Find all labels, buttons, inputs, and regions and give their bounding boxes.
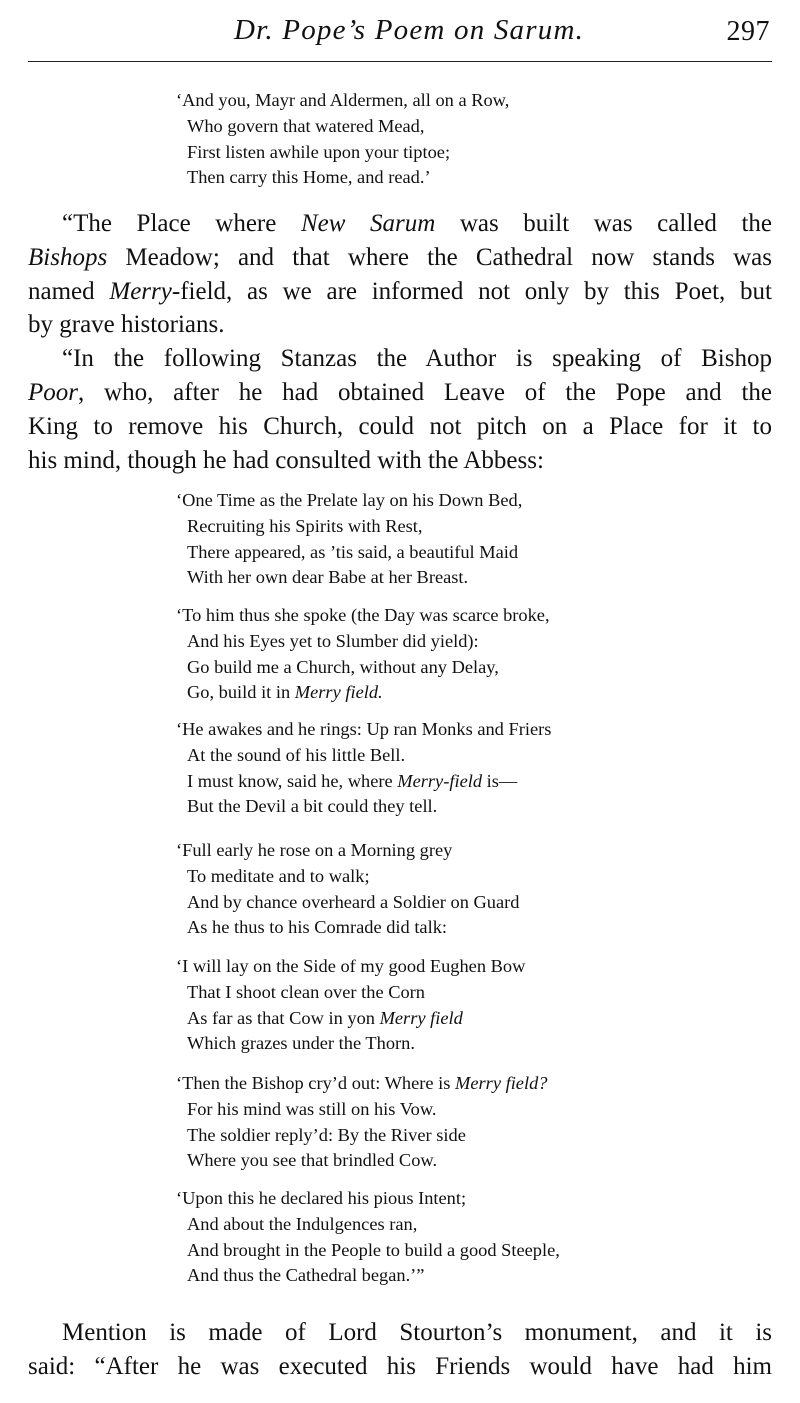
verse-line: Go, build it in Merry field. [187,682,383,703]
verse-line: The soldier reply’d: By the River side [187,1124,466,1145]
running-header [28,14,770,54]
running-title: Dr. Pope’s Poem on Sarum. [233,14,585,46]
verse-line: ‘Full early he rose on a Morning grey [176,840,453,860]
verse-line: With her own dear Babe at her Breast. [187,567,469,588]
verse-line: ‘And you, Mayr and Aldermen, all on a Row, [176,90,510,110]
verse-line: I must know, said he, where Merry-field is— [187,770,518,791]
prose-body [28,207,772,477]
verse-line: Where you see that brindled Cow. [187,1150,438,1171]
stanza [176,1186,560,1289]
verse-line: Who govern that watered Mead, [187,115,425,136]
verse-line: And about the Indulgences ran, [187,1213,418,1234]
verse-line: ‘I will lay on the Side of my good Eughen Bow [176,956,526,976]
closing-paragraph [28,1316,772,1384]
verse-line: That I shoot clean over the Corn [187,981,425,1002]
verse-line: And thus the Cathedral began.’” [187,1265,425,1286]
intro-stanza [176,88,509,191]
paragraph-new-sarum [28,207,772,342]
prose-line: his mind, though he had consulted with the Abbess: [28,446,544,474]
prose-line: King to remove his Church, could not pitch on a Place for it to [28,412,772,440]
stanza [176,603,550,706]
prose-line: Poor, who, after he had obtained Leave of the Pope and the [28,378,772,406]
verse-line: At the sound of his little Bell. [187,744,406,765]
stanza [176,954,525,1057]
stanza [176,717,551,820]
verse-line: As far as that Cow in yon Merry field [187,1007,463,1028]
verse-line: To meditate and to walk; [187,865,370,886]
prose-line: “In the following Stanzas the Author is speaking of Bishop [62,345,772,373]
verse-line: Which grazes under the Thorn. [187,1033,415,1054]
stanza [176,1071,547,1174]
verse-line: Then carry this Home, and read.’ [187,167,431,188]
prose-line: by grave historians. [28,311,225,339]
verse-line: ‘He awakes and he rings: Up ran Monks and Friers [176,719,552,739]
prose-line: Bishops Meadow; and that where the Cathedral now stands was [28,243,772,271]
verse-line: There appeared, as ’tis said, a beautiful Maid [187,541,519,562]
verse-line: ‘Then the Bishop cry’d out: Where is Merry field? [176,1073,548,1093]
verse-line: And brought in the People to build a good Steeple, [187,1239,560,1260]
verse-line: ‘To him thus she spoke (the Day was scarce broke, [176,605,550,625]
verse-line: And by chance overheard a Soldier on Guard [187,891,520,912]
verse-line: First listen awhile upon your tiptoe; [187,141,451,162]
verse-line: And his Eyes yet to Slumber did yield): [187,630,479,651]
verse-line: For his mind was still on his Vow. [187,1098,437,1119]
paragraph-bishop-poor [28,342,772,477]
verse-line: ‘One Time as the Prelate lay on his Down Bed, [176,490,523,510]
stanza [176,488,522,591]
header-rule [28,61,772,62]
verse-line: Recruiting his Spirits with Rest, [187,515,423,536]
verse-line: As he thus to his Comrade did talk: [187,917,448,938]
verse-line: But the Devil a bit could they tell. [187,796,438,817]
stanza [176,838,519,941]
prose-line: Mention is made of Lord Stourton’s monument, and it is [62,1319,772,1346]
verse-line: Go build me a Church, without any Delay, [187,656,499,677]
prose-line: “The Place where New Sarum was built was called the [62,210,772,237]
page-number: 297 [726,16,770,47]
verse-line: ‘Upon this he declared his pious Intent; [176,1188,467,1208]
prose-line: named Merry-field, as we are informed not only by this Poet, but [28,277,772,305]
prose-line: said: “After he was executed his Friends would have had him [28,1352,772,1380]
